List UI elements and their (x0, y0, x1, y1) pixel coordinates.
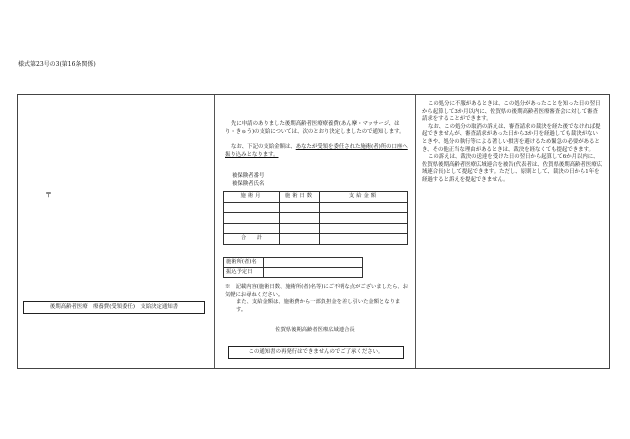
header-payment-amount: 支給金額 (320, 192, 408, 203)
table-row (224, 268, 363, 278)
issuer-name: 佐賀県後期高齢者医療広域連合長 (275, 327, 355, 333)
clinic-info-table (223, 257, 363, 278)
right-divider (415, 95, 416, 368)
appeal-paragraph-3: この訴えは、裁決の送達を受けた日の翌日から起算して6か月以内に、佐賀県後期高齢者医療広域連合を被告(代表者は、佐賀県後期高齢者医療広域連合長)として提起できます。ただし、原則として、裁決の日から1年を経過すると訴えを提起できません。 (422, 154, 602, 183)
payment-table (223, 191, 408, 245)
cell (280, 223, 320, 234)
cell (280, 234, 320, 245)
appeal-paragraph-1: この処分に不服があるときは、この処分があったことを知った日の翌日から起算して3か月以内に、佐賀県の後期高齢者医療審査会に対して審査請求をすることができます。 (422, 101, 601, 123)
cell (320, 234, 408, 245)
table-row (224, 258, 363, 268)
table-header-row (224, 192, 408, 203)
cell (280, 202, 320, 213)
header-treatment-days: 施術日数 (280, 192, 320, 203)
note-text-2: また、支給金額は、施術費から一部負担金を差し引いた金額となります。 (236, 299, 401, 313)
clinic-name-label: 施術所(者)名 (224, 258, 264, 268)
total-label: 合 計 (224, 234, 280, 245)
appeal-paragraph-2: なお、この処分の取消の訴えは、審査請求の裁決を経た後でなければ提起できませんが、審査請求があった日から3か月を経過しても裁決がないときや、処分の執行等による著しい損害を避けるため緊急の必要があるとき、その他正当な理由があるときは、裁決を経なくても提起できます。 (422, 123, 601, 153)
table-row (224, 223, 408, 234)
note-block (225, 284, 410, 314)
header-treatment-month: 施術月 (224, 192, 280, 203)
cell (264, 268, 363, 278)
cell (264, 258, 363, 268)
cell (280, 213, 320, 224)
note-text: ※ 記載内容(施術日数、施術所(者)名等)にご不明な点がございましたら、お気軽にお尋ねください。 (225, 284, 409, 298)
table-row (224, 213, 408, 224)
cell (224, 202, 280, 213)
middle-panel (215, 94, 415, 369)
payment-text: なお、下記の支給金額は、 (231, 144, 296, 150)
cell (320, 223, 408, 234)
decision-paragraph: 先に申請のありました後期高齢者医療療養費(あん摩・マッサージ、はり・きゅう)の支給については、次のとおり決定しましたので通知します。 (225, 121, 405, 135)
table-total-row (224, 234, 408, 245)
cell (224, 223, 280, 234)
payment-paragraph (225, 144, 410, 160)
appeal-panel (422, 101, 602, 185)
cell (320, 213, 408, 224)
transfer-date-label: 振込予定日 (224, 268, 264, 278)
payment-underlined-text: あなたが受領を委任された施術(者)所の口座へ振り込みとなります。 (225, 144, 408, 158)
cell (320, 202, 408, 213)
insured-name-label: 被保険者氏名 (232, 181, 265, 187)
insured-number-label: 被保険者番号 (232, 173, 265, 179)
notice-title: 後期高齢者医療 療養費(受領委任) 支給決定通知書 (23, 301, 205, 314)
cell (224, 213, 280, 224)
reissue-notice: この通知書の再発行はできませんのでご了承ください。 (228, 346, 404, 359)
form-number: 様式第23号の3(第16条関係) (18, 61, 96, 68)
table-row (224, 202, 408, 213)
postal-mark: 〒 (45, 191, 52, 199)
